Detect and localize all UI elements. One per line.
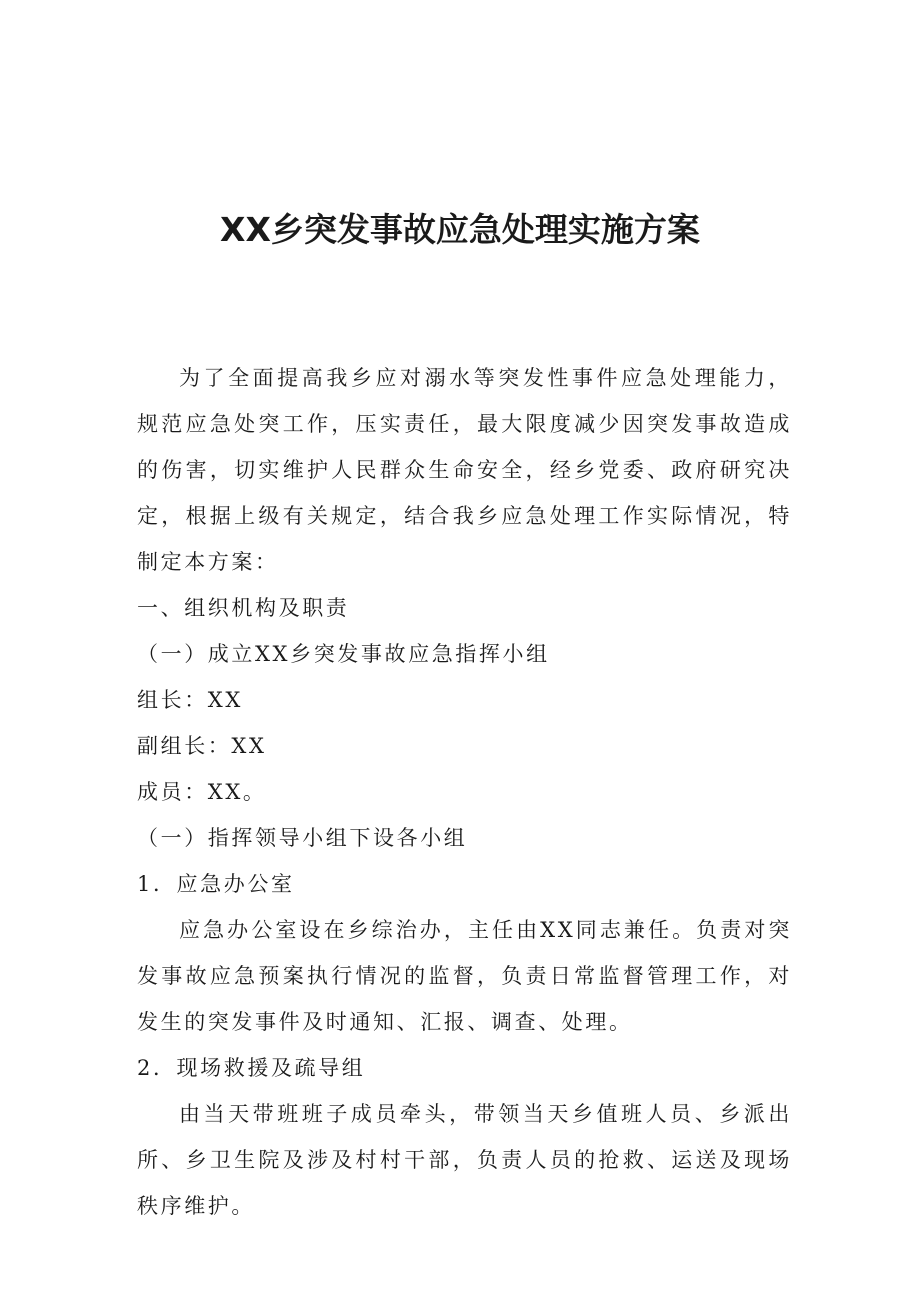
intro-paragraph: 为了全面提高我乡应对溺水等突发性事件应急处理能力，规范应急处突工作，压实责任，最大限度减少因突发事故造成的伤害，切实维护人民群众生命安全，经乡党委、政府研究决定，根据上级有关规定，结合我乡应急处理工作实际情况，特制定本方案： [137,366,792,574]
document-body [137,355,792,1229]
group-heading-emergency-office: 1．应急办公室 [137,872,295,896]
leader-line: 组长：XX [137,688,243,712]
rescue-paragraph: 由当天带班班子成员牵头，带领当天乡值班人员、乡派出所、乡卫生院及涉及村村干部，负责人员的抢救、运送及现场秩序维护。 [137,1102,792,1218]
subsection-heading-subgroups: （一）指挥领导小组下设各小组 [137,826,468,850]
section-heading-organization: 一、组织机构及职责 [137,596,350,620]
group-heading-rescue: 2．现场救援及疏导组 [137,1056,366,1080]
emergency-office-paragraph: 应急办公室设在乡综治办，主任由XX同志兼任。负责对突发事故应急预案执行情况的监督，负责日常监督管理工作，对发生的突发事件及时通知、汇报、调查、处理。 [137,918,792,1034]
deputy-leader-line: 副组长：XX [137,734,267,758]
members-line: 成员：XX。 [137,780,267,804]
subsection-heading-command-group: （一）成立XX乡突发事故应急指挥小组 [137,642,550,666]
document-title: XX乡突发事故应急处理实施方案 [220,210,700,249]
